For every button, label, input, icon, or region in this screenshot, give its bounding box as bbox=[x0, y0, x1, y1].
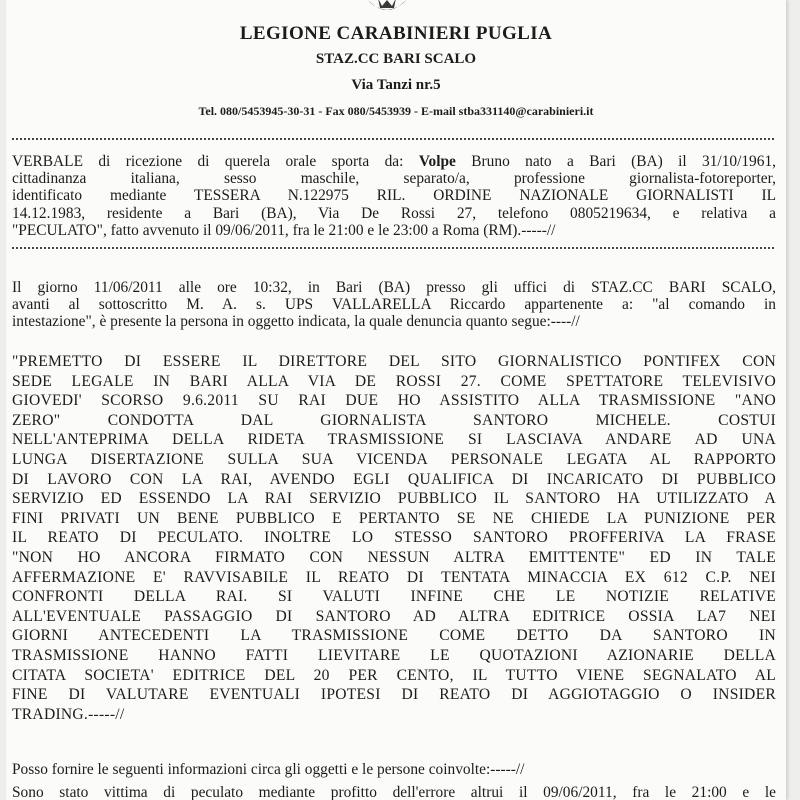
intro-line: Il giorno 11/06/2011 alle ore 10:32, in Bari (BA) presso gli uffici di STAZ.CC BARI SCALO, bbox=[12, 279, 776, 296]
statement-line: GIOVEDI' SCORSO 9.6.2011 SU RAI DUE HO ASSISTITO ALLA TRASMISSIONE "ANO bbox=[12, 392, 776, 410]
document-page bbox=[6, 0, 786, 800]
statement-line: TRASMISSIONE HANNO FATTI LIEVITARE LE QUOTAZIONI AZIONARIE DELLA bbox=[12, 646, 776, 664]
verbale-line: identificato mediante TESSERA N.122975 RIL. ORDINE NAZIONALE GIORNALISTI IL bbox=[12, 187, 776, 205]
verbale-first-line bbox=[12, 153, 776, 170]
statement-line: LUNGA DISERTAZIONE SULLA SUA VICENDA PERSONALE LEGATA AL RAPPORTO bbox=[12, 450, 776, 468]
verbale-label: VERBALE bbox=[12, 153, 83, 170]
verbale-line: "PECULATO", fatto avvenuto il 09/06/2011, fra le 21:00 e le 23:00 a Roma (RM).-----// bbox=[12, 221, 556, 239]
statement-line: "PREMETTO DI ESSERE IL DIRETTORE DEL SITO GIORNALISTICO PONTIFEX CON bbox=[12, 353, 776, 370]
statement-line: IL REATO DI PECULATO. INOLTRE LO STESSO SANTORO PROFFERIVA LA FRASE bbox=[12, 529, 776, 547]
complainant-surname: Volpe bbox=[418, 153, 456, 170]
statement-line: SERVIZIO ED ESSENDO LA RAI SERVIZIO PUBBLICO IL SANTORO HA UTILIZZATO A bbox=[12, 490, 776, 508]
verbale-intro: di ricezione di querela orale sporta da: bbox=[98, 153, 404, 170]
verbale-line: cittadinanza italiana, sesso maschile, separato/a, professione giornalista-fotoreporter, bbox=[12, 170, 776, 188]
dotted-separator bbox=[12, 247, 774, 249]
statement-line: ZERO" CONDOTTA DAL GIORNALISTA SANTORO MICHELE. COSTUI bbox=[12, 411, 776, 429]
statement-line: CITATA SOCIETA' EDITRICE DEL 20 PER CENTO, IL TUTTO VIENE SEGNALATO AL bbox=[12, 666, 776, 684]
statement-line: FINE DI VALUTARE EVENTUALI IPOTESI DI REATO DI AGGIOTAGGIO O INSIDER bbox=[12, 686, 776, 704]
closing-line: Sono stato vittima di peculato mediante profitto dell'errore altrui il 09/06/2011, fra le 21:00 e le bbox=[12, 784, 776, 800]
header-station: STAZ.CC BARI SCALO bbox=[315, 51, 477, 67]
statement-line: TRADING.-----// bbox=[12, 705, 125, 723]
statement-paragraph bbox=[12, 352, 776, 724]
statement-line: "NON HO ANCORA FIRMATO CON NESSUN ALTRA EMITTENTE" ED IN TALE bbox=[12, 548, 776, 566]
intro-paragraph bbox=[12, 279, 776, 331]
dotted-separator bbox=[12, 138, 774, 140]
header-contacts: Tel. 080/5453945-30-31 - Fax 080/5453939 - E-mail stba331140@carabinieri.it bbox=[198, 104, 594, 118]
closing-line: Posso fornire le seguenti informazioni circa gli oggetti e le persone coinvolte:-----// bbox=[12, 761, 525, 778]
closing-paragraph bbox=[12, 761, 776, 800]
statement-line: GIORNI ANTECEDENTI LA TRASMISSIONE COME DETTO DA SANTORO IN bbox=[12, 627, 776, 645]
header-title: LEGIONE CARABINIERI PUGLIA bbox=[239, 23, 553, 44]
statement-line: FINI PRIVATI UN BENE PUBBLICO E PERTANTO SE NE CHIEDE LA PUNIZIONE PER bbox=[12, 509, 776, 527]
statement-line: DI LAVORO CON LA RAI, AVENDO EGLI QUALIFICA DI INCARICATO DI PUBBLICO bbox=[12, 470, 776, 488]
intro-line: intestazione", è presente la persona in oggetto indicata, la quale denuncia quanto segue:----// bbox=[12, 313, 580, 331]
statement-line: AFFERMAZIONE E' RAVVISABILE IL REATO DI TENTATA MINACCIA EX 612 C.P. NEI bbox=[12, 568, 776, 586]
intro-line: avanti al sottoscritto M. A. s. UPS VALLARELLA Riccardo appartenente a: "al comando in bbox=[12, 296, 776, 314]
statement-line: SEDE LEGALE IN BARI ALLA VIA DE ROSSI 27. COME SPETTATORE TELEVISIVO bbox=[12, 372, 776, 390]
carabinieri-emblem-icon bbox=[364, 0, 410, 16]
statement-line: NELL'ANTEPRIMA DELLA RIDETA TRASMISSIONE SI LASCIAVA ANDARE AD UNA bbox=[12, 431, 776, 449]
header-address: Via Tanzi nr.5 bbox=[351, 77, 441, 93]
statement-line: ALL'EVENTUALE PASSAGGIO DI SANTORO AD ALTRA EDITRICE OSSIA LA7 NEI bbox=[12, 607, 776, 625]
verbale-first-line-rest: Bruno nato a Bari (BA) il 31/10/1961, bbox=[471, 153, 776, 170]
verbale-paragraph bbox=[12, 153, 776, 239]
statement-line: CONFRONTI DELLA RAI. SI VALUTI INFINE CHE LE NOTIZIE RELATIVE bbox=[12, 588, 776, 606]
verbale-line: 14.12.1983, residente a Bari (BA), Via De Rossi 27, telefono 0805219634, e relativa a bbox=[12, 204, 776, 222]
